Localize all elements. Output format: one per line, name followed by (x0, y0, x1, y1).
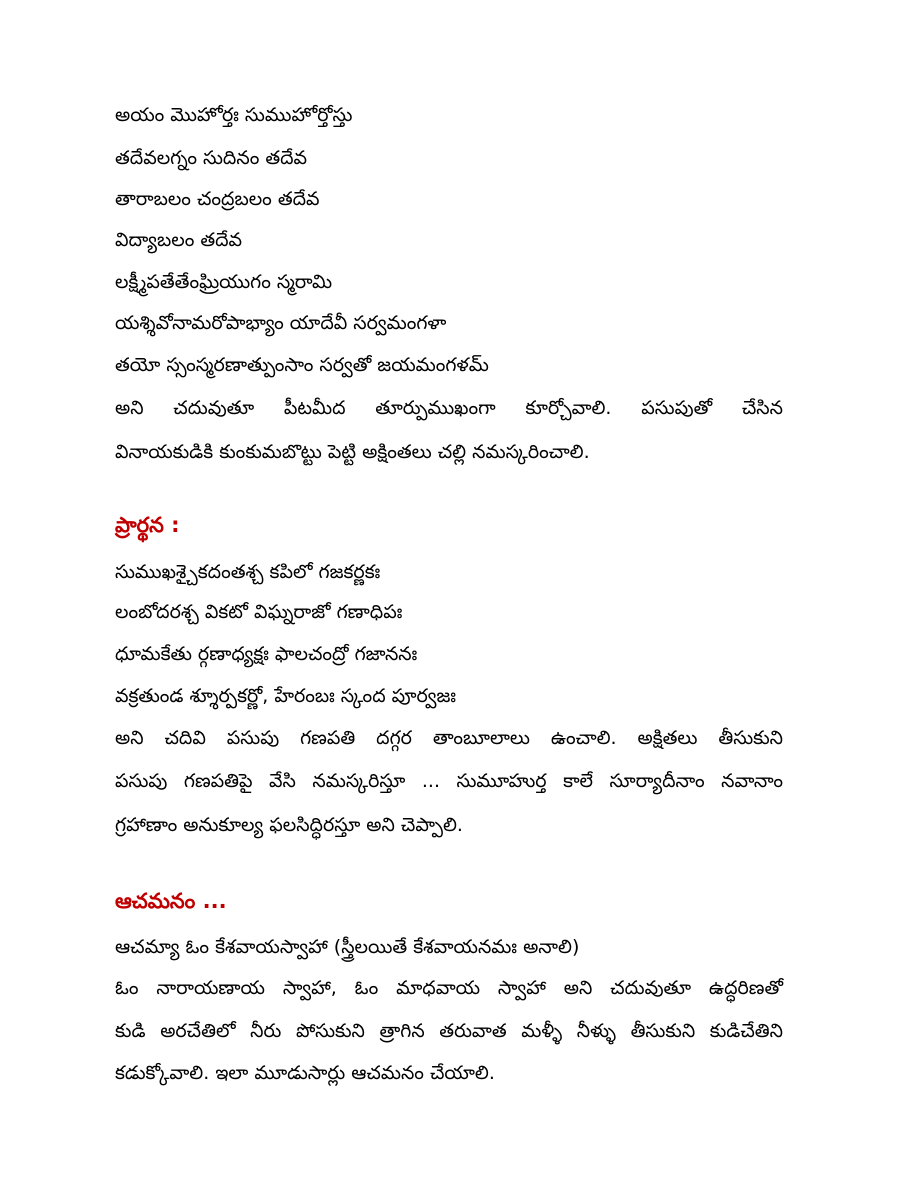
verse-line-2: తదేవలగ్నం సుదినం తదేవ (115, 147, 308, 169)
verse-line-1: అయం మొహోర్తః సుముహోర్తోస్తు (115, 104, 353, 126)
verse-line-4: విద్యాబలం తదేవ (115, 229, 243, 251)
section-heading-achamanam: ఆచమనం ... (115, 889, 227, 913)
instruction-line-2: వినాయకుడికి కుంకుమబొట్టు పెట్టి అక్షింతలు చల్లి నమస్కరించాలి. (115, 441, 590, 463)
prayer-line-4: వక్రతుండ శ్శూర్పకర్ణో, హేరంబః స్కంద పూర్వజః (115, 685, 457, 707)
achamanam-line-3: కుడి అరచేతిలో నీరు పోసుకుని త్రాగిన తరువాత మళ్ళీ నీళ్ళు తీసుకుని కుడిచేతిని (115, 1020, 783, 1042)
achamanam-line-4: కడుక్కోవాలి. ఇలా మూడుసార్లు ఆచమనం చేయాలి. (115, 1062, 495, 1084)
prayer-instruction-line-3: గ్రహాణాం అనుకూల్య ఫలసిద్ధిరస్తూ అని చెప్పాలి. (115, 814, 463, 836)
achamanam-line-1: ఆచమ్యా ఓం కేశవాయస్వాహా (స్త్రీలయితే కేశవాయనమః అనాలి) (115, 936, 580, 958)
verse-line-6: యశ్శివోనామరోపాభ్యాం యాదేవీ సర్వమంగళా (115, 312, 447, 334)
section-heading-prarthana: ప్రార్థన : (115, 513, 180, 537)
prayer-instruction-line-2: పసుపు గణపతిపై వేసి నమస్కరిస్తూ ... సుమూహుర్త కాలే సూర్యాదీనాం నవానాం (115, 770, 783, 792)
instruction-line-1: అని చదువుతూ పీటమీద తూర్పుముఖంగా కూర్చోవాలి. పసుపుతో చేసిన (115, 397, 783, 419)
verse-line-7: తయో స్సంస్మరణాత్పుంసాం సర్వతో జయమంగళమ్ (115, 354, 489, 376)
prayer-line-3: ధూమకేతు ర్గణాధ్యక్షః ఫాలచంద్రో గజాననః (115, 643, 418, 665)
prayer-instruction-line-1: అని చదివి పసుపు గణపతి దగ్గర తాంబూలాలు ఉంచాలి. అక్షితలు తీసుకుని (115, 727, 783, 749)
verse-line-3: తారాబలం చంద్రబలం తదేవ (115, 188, 320, 210)
achamanam-line-2: ఓం నారాయణాయ స్వాహా, ఓం మాధవాయ స్వాహా అని చదువుతూ ఉద్ధరిణతో (115, 977, 783, 999)
prayer-line-1: సుముఖశ్చైకదంతశ్చ కపిలో గజకర్ణకః (115, 561, 381, 583)
prayer-line-2: లంబోదరశ్చ వికటో విఘ్నరాజో గణాధిపః (115, 601, 403, 623)
verse-line-5: లక్ష్మీపతేతేంఘ్రియుగం స్మరామి (115, 271, 333, 293)
